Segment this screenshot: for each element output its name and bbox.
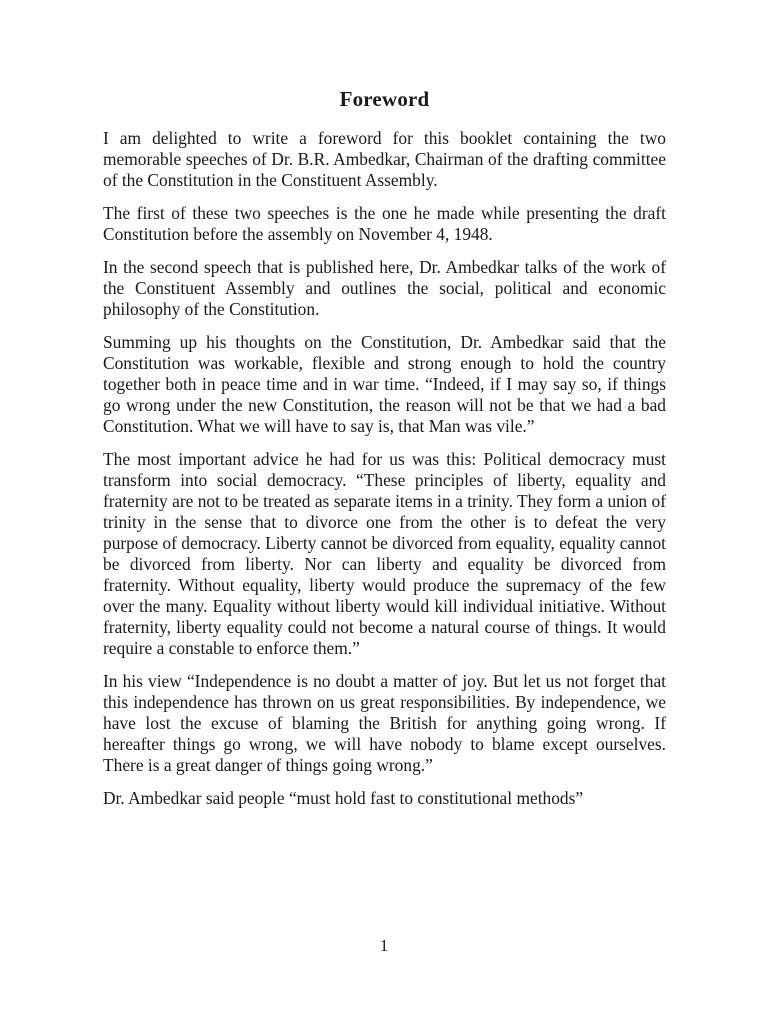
page-title: Foreword	[339, 87, 430, 111]
paragraph-7: Dr. Ambedkar said people “must hold fast to constitutional methods”	[103, 788, 584, 808]
paragraph-6: In his view “Independence is no doubt a matter of joy. But let us not forget that this independence has thrown on us great responsibilities. By independence, we have lost the excuse of blaming the British for anything going wrong. If hereafter things go wrong, we will have nobody to blame except ourselves. There is a great danger of things going wrong.”	[103, 671, 666, 775]
paragraph-4: Summing up his thoughts on the Constitution, Dr. Ambedkar said that the Constitution was workable, flexible and strong enough to hold the country together both in peace time and in war time. “Indeed, if I may say so, if things go wrong under the new Constitution, the reason will not be that we had a bad Constitution. What we will have to say is, that Man was vile.”	[103, 332, 666, 436]
paragraph-2: The first of these two speeches is the one he made while presenting the draft Constitution before the assembly on November 4, 1948.	[103, 203, 666, 244]
page-number: 1	[379, 936, 389, 955]
paragraph-5: The most important advice he had for us was this: Political democracy must transform into social democracy. “These principles of liberty, equality and fraternity are not to be treated as separate items in a trinity. They form a union of trinity in the sense that to divorce one from the other is to defeat the very purpose of democracy. Liberty cannot be divorced from equality, equality cannot be divorced from liberty. Nor can liberty and equality be divorced from fraternity. Without equality, liberty would produce the supremacy of the few over the many. Equality without liberty would kill individual initiative. Without fraternity, liberty equality could not become a natural course of things. It would require a constable to enforce them.”	[103, 449, 666, 658]
paragraph-3: In the second speech that is published here, Dr. Ambedkar talks of the work of the Constituent Assembly and outlines the social, political and economic philosophy of the Constitution.	[103, 257, 666, 319]
paragraph-1: I am delighted to write a foreword for this booklet containing the two memorable speeches of Dr. B.R. Ambedkar, Chairman of the drafting committee of the Constitution in the Constituent Assembly.	[103, 128, 666, 190]
document-page	[103, 84, 666, 809]
